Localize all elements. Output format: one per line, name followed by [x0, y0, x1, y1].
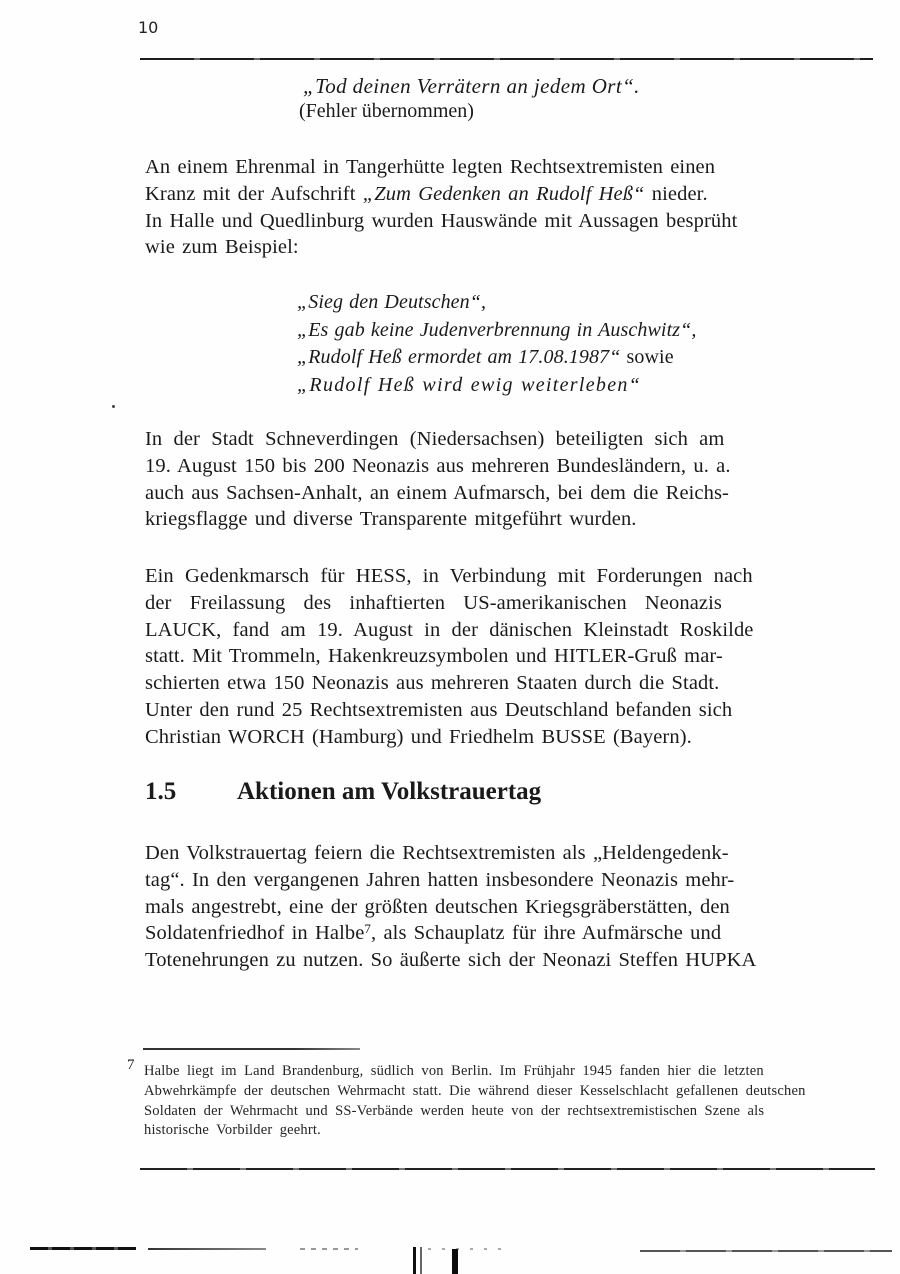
text-segment: Kranz mit der Aufschrift	[145, 182, 363, 205]
text-segment: LAUCK, fand am 19. August in der dänischen Kleinstadt Roskilde	[145, 618, 754, 641]
text-line	[145, 867, 845, 894]
text-line	[145, 154, 845, 181]
text-line	[145, 920, 845, 947]
scan-vertical-bar-artifact	[413, 1247, 416, 1274]
text-segment: , als Schauplatz für ihre Aufmärsche und	[371, 922, 722, 945]
text-line	[145, 643, 845, 670]
footnote-line	[144, 1082, 834, 1102]
scan-dots-artifact	[428, 1248, 508, 1250]
text-segment: In Halle und Quedlinburg wurden Hauswände mit Aussagen besprüht	[145, 209, 738, 232]
text-segment: Unter den rund 25 Rechtsextremisten aus Deutschland befanden sich	[145, 698, 733, 721]
text-segment: der Freilassung des inhaftierten US-amerikanischen Neonazis	[145, 591, 722, 614]
text-segment: sowie	[620, 346, 674, 369]
section-number: 1.5	[145, 778, 177, 805]
text-line	[145, 453, 845, 480]
text-line	[145, 840, 845, 867]
text-segment: Ein Gedenkmarsch für HESS, in Verbindung mit Forderungen nach	[145, 565, 753, 587]
text-segment: Soldatenfriedhof in Halbe	[145, 922, 365, 945]
text-segment: Den Volkstrauertag feiern die Rechtsextremisten als „Heldengedenk-	[145, 842, 729, 864]
text-line	[145, 208, 845, 235]
paragraph-schneverdingen	[145, 426, 845, 533]
paragraph-memorial	[145, 154, 845, 261]
text-line	[145, 234, 845, 261]
text-segment: Soldaten der Wehrmacht und SS-Verbände werden heute von der rechtsextremistischen Szene als	[144, 1102, 765, 1119]
paragraph-roskilde	[145, 563, 845, 751]
scan-vertical-bar-artifact	[420, 1247, 422, 1274]
quote-line	[297, 344, 696, 372]
epigraph-note: (Fehler übernommen)	[299, 100, 474, 122]
text-segment: auch aus Sachsen-Anhalt, an einem Aufmarsch, bei dem die Reichs-	[145, 481, 729, 504]
scan-dash-artifact-left	[30, 1247, 136, 1250]
text-line	[145, 181, 845, 208]
footnote-separator-rule	[143, 1048, 360, 1050]
header-rule	[140, 58, 873, 60]
graffiti-quote-block	[297, 289, 696, 399]
footer-rule	[140, 1168, 875, 1170]
text-line	[145, 506, 845, 533]
footnote-line	[144, 1062, 834, 1082]
text-segment: nieder.	[644, 182, 708, 205]
quote-text: „Rudolf Heß wird ewig weiterleben“	[297, 373, 642, 396]
text-line	[145, 426, 845, 453]
text-line	[145, 617, 845, 644]
section-title: Aktionen am Volkstrauertag	[237, 778, 542, 805]
quote-line	[297, 289, 696, 317]
footnote-reference: 7	[364, 921, 372, 937]
text-line	[145, 670, 845, 697]
text-line	[145, 947, 845, 974]
text-segment: 19. August 150 bis 200 Neonazis aus mehreren Bundesländern, u. a.	[145, 454, 731, 477]
section-heading	[145, 778, 541, 806]
quote-text: „Es gab keine Judenverbrennung in Auschwitz“,	[297, 318, 697, 341]
quote-line	[297, 372, 696, 400]
scan-dots-artifact	[300, 1248, 358, 1250]
text-line	[145, 590, 845, 617]
text-segment: An einem Ehrenmal in Tangerhütte legten Rechtsextremisten einen	[145, 156, 716, 178]
text-segment: In der Stadt Schneverdingen (Niedersachsen) beteiligten sich am	[145, 428, 725, 450]
text-segment: Abwehrkämpfe der deutschen Wehrmacht statt. Die während dieser Kesselschlacht gefallenen deutschen	[144, 1082, 806, 1099]
text-segment: kriegsflagge und diverse Transparente mitgeführt wurden.	[145, 508, 637, 531]
scan-dash-artifact-left2	[148, 1248, 266, 1250]
scan-speck-artifact	[112, 405, 115, 408]
text-line	[145, 724, 845, 751]
text-line	[145, 697, 845, 724]
inline-quote: „Zum Gedenken an Rudolf Heß“	[362, 182, 645, 205]
footnote-block	[144, 1062, 834, 1141]
text-segment: mals angestrebt, eine der größten deutschen Kriegsgräberstätten, den	[145, 895, 730, 918]
text-segment: Halbe liegt im Land Brandenburg, südlich von Berlin. Im Frühjahr 1945 fanden hier die letzten	[144, 1063, 764, 1079]
text-segment: Totenehrungen zu nutzen. So äußerte sich der Neonazi Steffen HUPKA	[145, 949, 757, 972]
quote-text: „Rudolf Heß ermordet am 17.08.1987“	[297, 346, 621, 369]
quote-line	[297, 317, 696, 345]
paragraph-volkstrauertag	[145, 840, 845, 974]
text-segment: wie zum Beispiel:	[145, 236, 299, 259]
footnote-line	[144, 1121, 834, 1141]
text-segment: historische Vorbilder geehrt.	[144, 1122, 321, 1139]
text-segment: tag“. In den vergangenen Jahren hatten insbesondere Neonazis mehr-	[145, 868, 735, 891]
scan-dash-artifact-right	[640, 1250, 892, 1252]
text-line	[145, 563, 845, 590]
text-segment: schierten etwa 150 Neonazis aus mehreren Staaten durch die Stadt.	[145, 672, 720, 695]
quote-text: „Sieg den Deutschen“,	[297, 291, 487, 313]
footnote-line	[144, 1102, 834, 1122]
epigraph-quote: „Tod deinen Verrätern an jedem Ort“.	[303, 74, 640, 98]
text-line	[145, 894, 845, 921]
text-line	[145, 480, 845, 507]
page-number: 10	[138, 18, 159, 37]
text-segment: Christian WORCH (Hamburg) und Friedhelm BUSSE (Bayern).	[145, 725, 692, 748]
text-segment: statt. Mit Trommeln, Hakenkreuzsymbolen und HITLER-Gruß mar-	[145, 645, 723, 668]
scan-vertical-bar-artifact	[452, 1249, 458, 1274]
footnote-marker: 7	[127, 1057, 135, 1073]
